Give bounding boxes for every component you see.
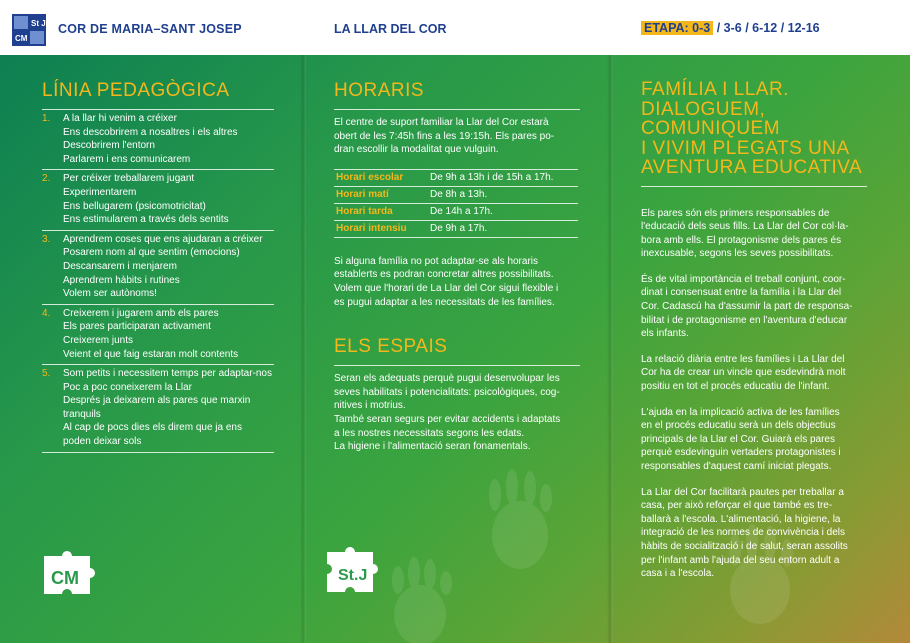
left-column [42,80,274,453]
text-line: El centre de suport familiar la Llar del Cor estarà [334,117,549,128]
item-line: Després ja deixarem als pares que marxin [63,395,251,407]
pedagogy-list [42,110,274,453]
paragraph [641,207,867,261]
list-item [42,231,274,305]
item-line: Creixerem i jugarem amb els pares [63,307,219,319]
text-line: També seran segurs per evitar accidents i adaptats [334,413,561,425]
text-line: seves habilitats i potencialitats: psicològiques, cog- [334,386,560,398]
section-heading: ELS ESPAIS [334,336,448,358]
item-line: Experimentarem [63,186,137,198]
middle-column [334,80,580,454]
paragraph [641,273,867,341]
paragraph [334,255,580,309]
text-line: Els pares són els primers responsables de [641,207,830,219]
item-line: Aprendrem hàbits i rutines [63,274,180,286]
etapa-selector: ETAPA: 0-3 / 3-6 / 6-12 / 12-16 [641,21,820,35]
item-line: Volem ser autònoms! [63,288,157,300]
text-line: integració de les normes de convivència i dels [641,527,845,539]
text-line: Si alguna família no pot adaptar-se als horaris [334,255,539,267]
schedule-label: Horari matí [334,186,428,203]
text-line: nitives i motrius. [334,400,406,412]
page-title: LA LLAR DEL COR [334,22,447,36]
text-line: Seran els adequats perquè pugui desenvolupar les [334,373,560,385]
divider [334,109,580,110]
text-line: hàbits de socialització i de salut, seran assolits [641,540,848,552]
text-line: ballarà a l'escola. L'alimentació, la higiene, la [641,513,841,525]
heading-line: DIALOGUEM, COMUNIQUEM [641,98,781,139]
etapa-option: 12-16 [787,21,820,35]
text-line: per l'infant amb l'ajuda del seu entorn adult a [641,554,840,566]
right-column [641,80,867,593]
cm-puzzle-logo-icon [42,550,98,598]
svg-text:St J: St J [31,19,46,28]
item-line: Per créixer treballarem jugant [63,173,195,185]
item-line: Els pares participaran activament [63,321,211,333]
item-number: 4. [42,307,51,319]
schedule-row [334,186,578,203]
schedule-label: Horari intensiu [334,220,428,237]
item-number: 3. [42,233,51,245]
heading-line: I VIVIM PLEGATS UNA [641,137,850,159]
schedule-row [334,169,578,186]
section-heading: LÍNIA PEDAGÒGICA [42,80,230,101]
etapa-option: 3-6 [723,21,742,35]
svg-text:St.J: St.J [338,567,368,584]
text-line: obert de les 7:45h fins a les 19:15h. Els pares po- [334,130,555,142]
etapa-current: ETAPA: 0-3 [641,21,713,35]
text-line: principals de la Llar el Cor. Guiarà els pares [641,433,835,445]
brand-name: COR DE MARIA–SANT JOSEP [58,22,242,36]
text-line: La higiene i l'alimentació seran fonamentals. [334,441,531,453]
schedule-table [334,169,578,238]
item-line: Poc a poc coneixerem la Llar [63,381,192,393]
etapa-option: 6-12 [752,21,778,35]
item-line: Ens bellugarem (psicomotricitat) [63,200,206,212]
item-number: 5. [42,368,51,380]
item-line: tranquils [63,408,101,420]
text-line: La relació diària entre les famílies i La Llar del [641,353,845,365]
school-logo-icon [12,14,46,46]
item-line: A la llar hi venim a créixer [63,113,177,124]
item-line: Ens estimularem a través dels sentits [63,214,229,226]
paragraph [641,406,867,474]
divider [334,365,580,366]
paragraph [334,116,580,157]
item-line: Descobrirem l'entorn [63,140,155,152]
item-line: Posarem nom al que sentim (emocions) [63,247,240,259]
heading-line: FAMÍLIA I LLAR. [641,79,789,100]
list-item [42,365,274,453]
text-line: casa i a l'escola. [641,568,715,580]
text-line: positiu en tot el procés educatiu de l'infant. [641,381,830,393]
section-heading: HORARIS [334,80,425,101]
schedule-row [334,220,578,237]
text-line: inexcusable, segons les seves possibilitats. [641,248,834,260]
text-line: en el procés educatiu serà un dels objectius [641,420,836,432]
item-number: 2. [42,173,51,185]
item-line: Som petits i necessitem temps per adaptar-nos [63,368,272,380]
schedule-value: De 14h a 17h. [428,203,578,220]
text-line: dinat i consensuat entre la família i la Llar del [641,287,842,299]
schedule-label: Horari tarda [334,203,428,220]
item-line: Veient el que faig estaran molt contents [63,348,239,360]
text-line: perquè esdevinguin vertaders protagonistes i [641,447,841,459]
text-line: responsables d'aquest camí iniciat plegats. [641,461,832,472]
svg-text:CM: CM [51,568,79,588]
text-line: casa, per això reforçar el que també es tre- [641,500,833,512]
text-line: Cor ha de crear un vincle que esdevindrà molt [641,367,846,379]
schedule-value: De 8h a 13h. [428,186,578,203]
paragraph [641,486,867,581]
spaces-text [334,372,580,454]
item-line: Aprendrem coses que ens ajudaran a créixer [63,233,263,245]
svg-text:CM: CM [15,34,28,43]
item-number: 1. [42,113,51,124]
text-line: l'educació dels seus fills. La Llar del Cor col·la- [641,221,849,233]
text-line: a les nostres necessitats segons les edats. [334,427,525,439]
text-line: establerts es podran concretar altres possibilitats. [334,269,554,281]
list-item [42,110,274,170]
item-line: Al cap de pocs dies els direm que ja ens [63,422,242,434]
item-line: Creixerem junts [63,334,134,346]
text-line: bora amb ells. El protagonisme dels pares és [641,234,842,246]
schedule-value: De 9h a 13h i de 15h a 17h. [428,169,578,186]
fold-line [300,55,306,643]
divider [641,186,867,187]
header-bar [0,0,910,54]
flexibility-note [334,255,580,309]
paragraph [641,353,867,394]
text-line: bilitat i de protagonisme en l'aventura d'educar [641,314,848,326]
section-heading [641,80,867,178]
schedule-label: Horari escolar [334,169,428,186]
text-line: els infants. [641,328,689,340]
family-text [641,207,867,581]
text-line: Volem que l'horari de La Llar del Cor sigui flexible i [334,282,559,294]
text-line: dran escollir la modalitat que vulguin. [334,144,499,156]
text-line: La Llar del Cor facilitarà pautes per treballar a [641,486,844,498]
schedule-value: De 9h a 17h. [428,220,578,237]
fold-line [607,55,613,643]
item-line: Descansarem i menjarem [63,260,177,272]
stj-puzzle-logo-icon [325,546,381,596]
item-line: Ens descobrirem a nosaltres i els altres [63,126,238,138]
opening-hours-text [334,116,580,157]
heading-line: AVENTURA EDUCATIVA [641,157,863,178]
item-line: Parlarem i ens comunicarem [63,153,191,165]
list-item [42,305,274,365]
schedule-row [334,203,578,220]
item-line: poden deixar sols [63,436,142,448]
text-line: És de vital importància el treball conjunt, coor- [641,273,846,285]
text-line: es pugui adaptar a les necessitats de les famílies. [334,296,555,308]
list-item [42,170,274,230]
paragraph [334,372,580,454]
text-line: Cor. Cadascú ha d'assumir la part de responsa- [641,301,853,313]
text-line: L'ajuda en la implicació activa de les famílies [641,406,840,418]
